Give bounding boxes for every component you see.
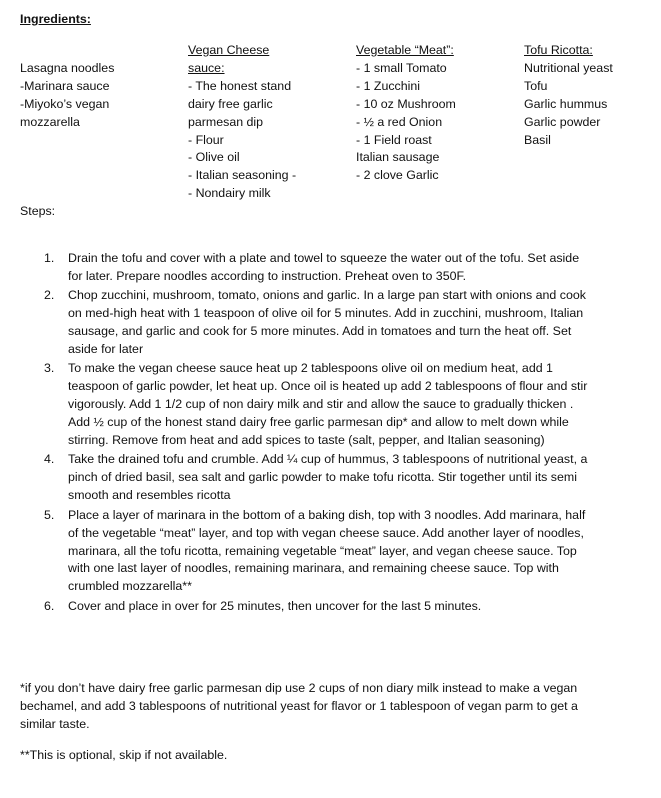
cheese-sauce-title: sauce: (188, 60, 225, 75)
list-item: -Miyoko’s vegan (20, 96, 110, 111)
list-item: - 2 clove Garlic (356, 168, 439, 183)
step-text-line: with one last layer of noodles, remaining marinara, and remaining cheese sauce. Top with (68, 561, 559, 576)
list-item: - Italian seasoning - (188, 168, 297, 183)
steps-heading: Steps: (20, 204, 56, 218)
step-text-line: Take the drained tofu and crumble. Add ¼ cup of hummus, 3 tablespoons of nutritional yeast, a (68, 452, 588, 467)
footnote-line: *if you don’t have dairy free garlic parmesan dip use 2 cups of non diary milk instead to make a vegan (20, 681, 578, 695)
footnote-2 (20, 747, 640, 765)
step-text-line: Chop zucchini, mushroom, tomato, onions and garlic. In a large pan start with onions and cook (68, 288, 586, 303)
list-item: dairy free garlic (188, 96, 273, 111)
footnote-line: similar taste. (20, 716, 90, 731)
step-text-line: To make the vegan cheese sauce heat up 2 tablespoons olive oil on medium heat, add 1 (68, 361, 553, 376)
cheese-sauce-column (188, 42, 348, 203)
step-text-line: Place a layer of marinara in the bottom of a baking dish, top with 3 noodles. Add marinara, half (68, 507, 586, 522)
step-5 (44, 507, 634, 597)
list-item: parmesan dip (188, 114, 264, 129)
vegetable-meat-column (356, 42, 516, 185)
base-ingredients-list (20, 60, 170, 132)
step-6 (44, 598, 634, 616)
step-text-line: crumbled mozzarella** (68, 579, 192, 594)
cheese-sauce-title: Vegan Cheese (188, 43, 270, 57)
step-number: 4. (44, 452, 55, 467)
step-text-line: stirring. Remove from heat and add spices to taste (salt, pepper, and Italian seasoning) (68, 433, 545, 448)
footnote-line: **This is optional, skip if not available. (20, 748, 228, 762)
step-number: 2. (44, 288, 55, 303)
list-item: Garlic powder (524, 114, 601, 129)
step-text-line: marinara, all the tofu ricotta, remaining vegetable “meat” layer, and vegan cheese sauce. Top (68, 543, 577, 558)
step-number: 1. (44, 251, 55, 265)
list-item: mozzarella (20, 114, 80, 129)
step-text-line: teaspoon of garlic powder, let heat up. Once oil is heated up add 2 tablespoons of flour and stir (68, 379, 588, 394)
list-item: Lasagna noodles (20, 61, 115, 75)
steps-list (44, 250, 634, 617)
step-text-line: for later. Prepare noodles according to instruction. Preheat oven to 350F. (68, 268, 467, 283)
step-3 (44, 360, 634, 450)
list-item: - Flour (188, 132, 224, 147)
step-text-line: aside for later (68, 342, 144, 357)
list-item: - Olive oil (188, 150, 240, 165)
list-item: Nutritional yeast (524, 60, 613, 75)
vegetable-meat-title: Vegetable “Meat”: (356, 43, 454, 57)
step-text-line: Cover and place in over for 25 minutes, then uncover for the last 5 minutes. (68, 598, 482, 613)
step-text-line: sausage, and garlic and cook for 5 more minutes. Add in tomatoes and turn the heat off. Set (68, 324, 572, 339)
step-text-line: pinch of dried basil, sea salt and garlic powder to make tofu ricotta. Stir together until its semi (68, 470, 577, 485)
step-number: 6. (44, 598, 55, 613)
step-text-line: vigorously. Add 1 1/2 cup of non dairy milk and stir and allow the sauce to gradually thicken . (68, 397, 574, 412)
list-item: - The honest stand (188, 78, 292, 93)
list-item: Italian sausage (356, 150, 440, 165)
list-item: -Marinara sauce (20, 78, 110, 93)
footnote-line: bechamel, and add 3 tablespoons of nutritional yeast for flavor or 1 tablespoon of vegan parm to get a (20, 698, 578, 713)
list-item: Basil (524, 132, 551, 147)
list-item: Tofu (524, 78, 548, 93)
list-item: - Nondairy milk (188, 186, 271, 201)
list-item: - ½ a red Onion (356, 114, 443, 129)
step-2 (44, 287, 634, 359)
list-item: - 1 Field roast (356, 132, 432, 147)
step-4 (44, 451, 634, 505)
step-text-line: Add ½ cup of the honest stand dairy free garlic parmesan dip* and allow to melt down while (68, 415, 569, 430)
step-text-line: of the vegetable “meat” layer, and top with vegan cheese sauce. Add another layer of noodles, (68, 525, 584, 540)
list-item: - 10 oz Mushroom (356, 96, 456, 111)
list-item: - 1 Zucchini (356, 78, 421, 93)
step-text-line: on med-high heat with 1 teaspoon of olive oil for 5 minutes. Add in zucchini, mushroom, Italian (68, 306, 584, 321)
step-number: 5. (44, 507, 55, 522)
tofu-ricotta-column (524, 42, 654, 149)
step-text-line: Drain the tofu and cover with a plate and towel to squeeze the water out of the tofu. Set aside (68, 251, 580, 265)
step-text-line: smooth and resembles ricotta (68, 488, 231, 503)
step-1 (44, 250, 634, 286)
step-number: 3. (44, 361, 55, 376)
footnote-1 (20, 680, 640, 734)
tofu-ricotta-title: Tofu Ricotta: (524, 43, 593, 57)
ingredients-heading: Ingredients: (20, 12, 91, 26)
list-item: - 1 small Tomato (356, 60, 447, 75)
list-item: Garlic hummus (524, 96, 608, 111)
